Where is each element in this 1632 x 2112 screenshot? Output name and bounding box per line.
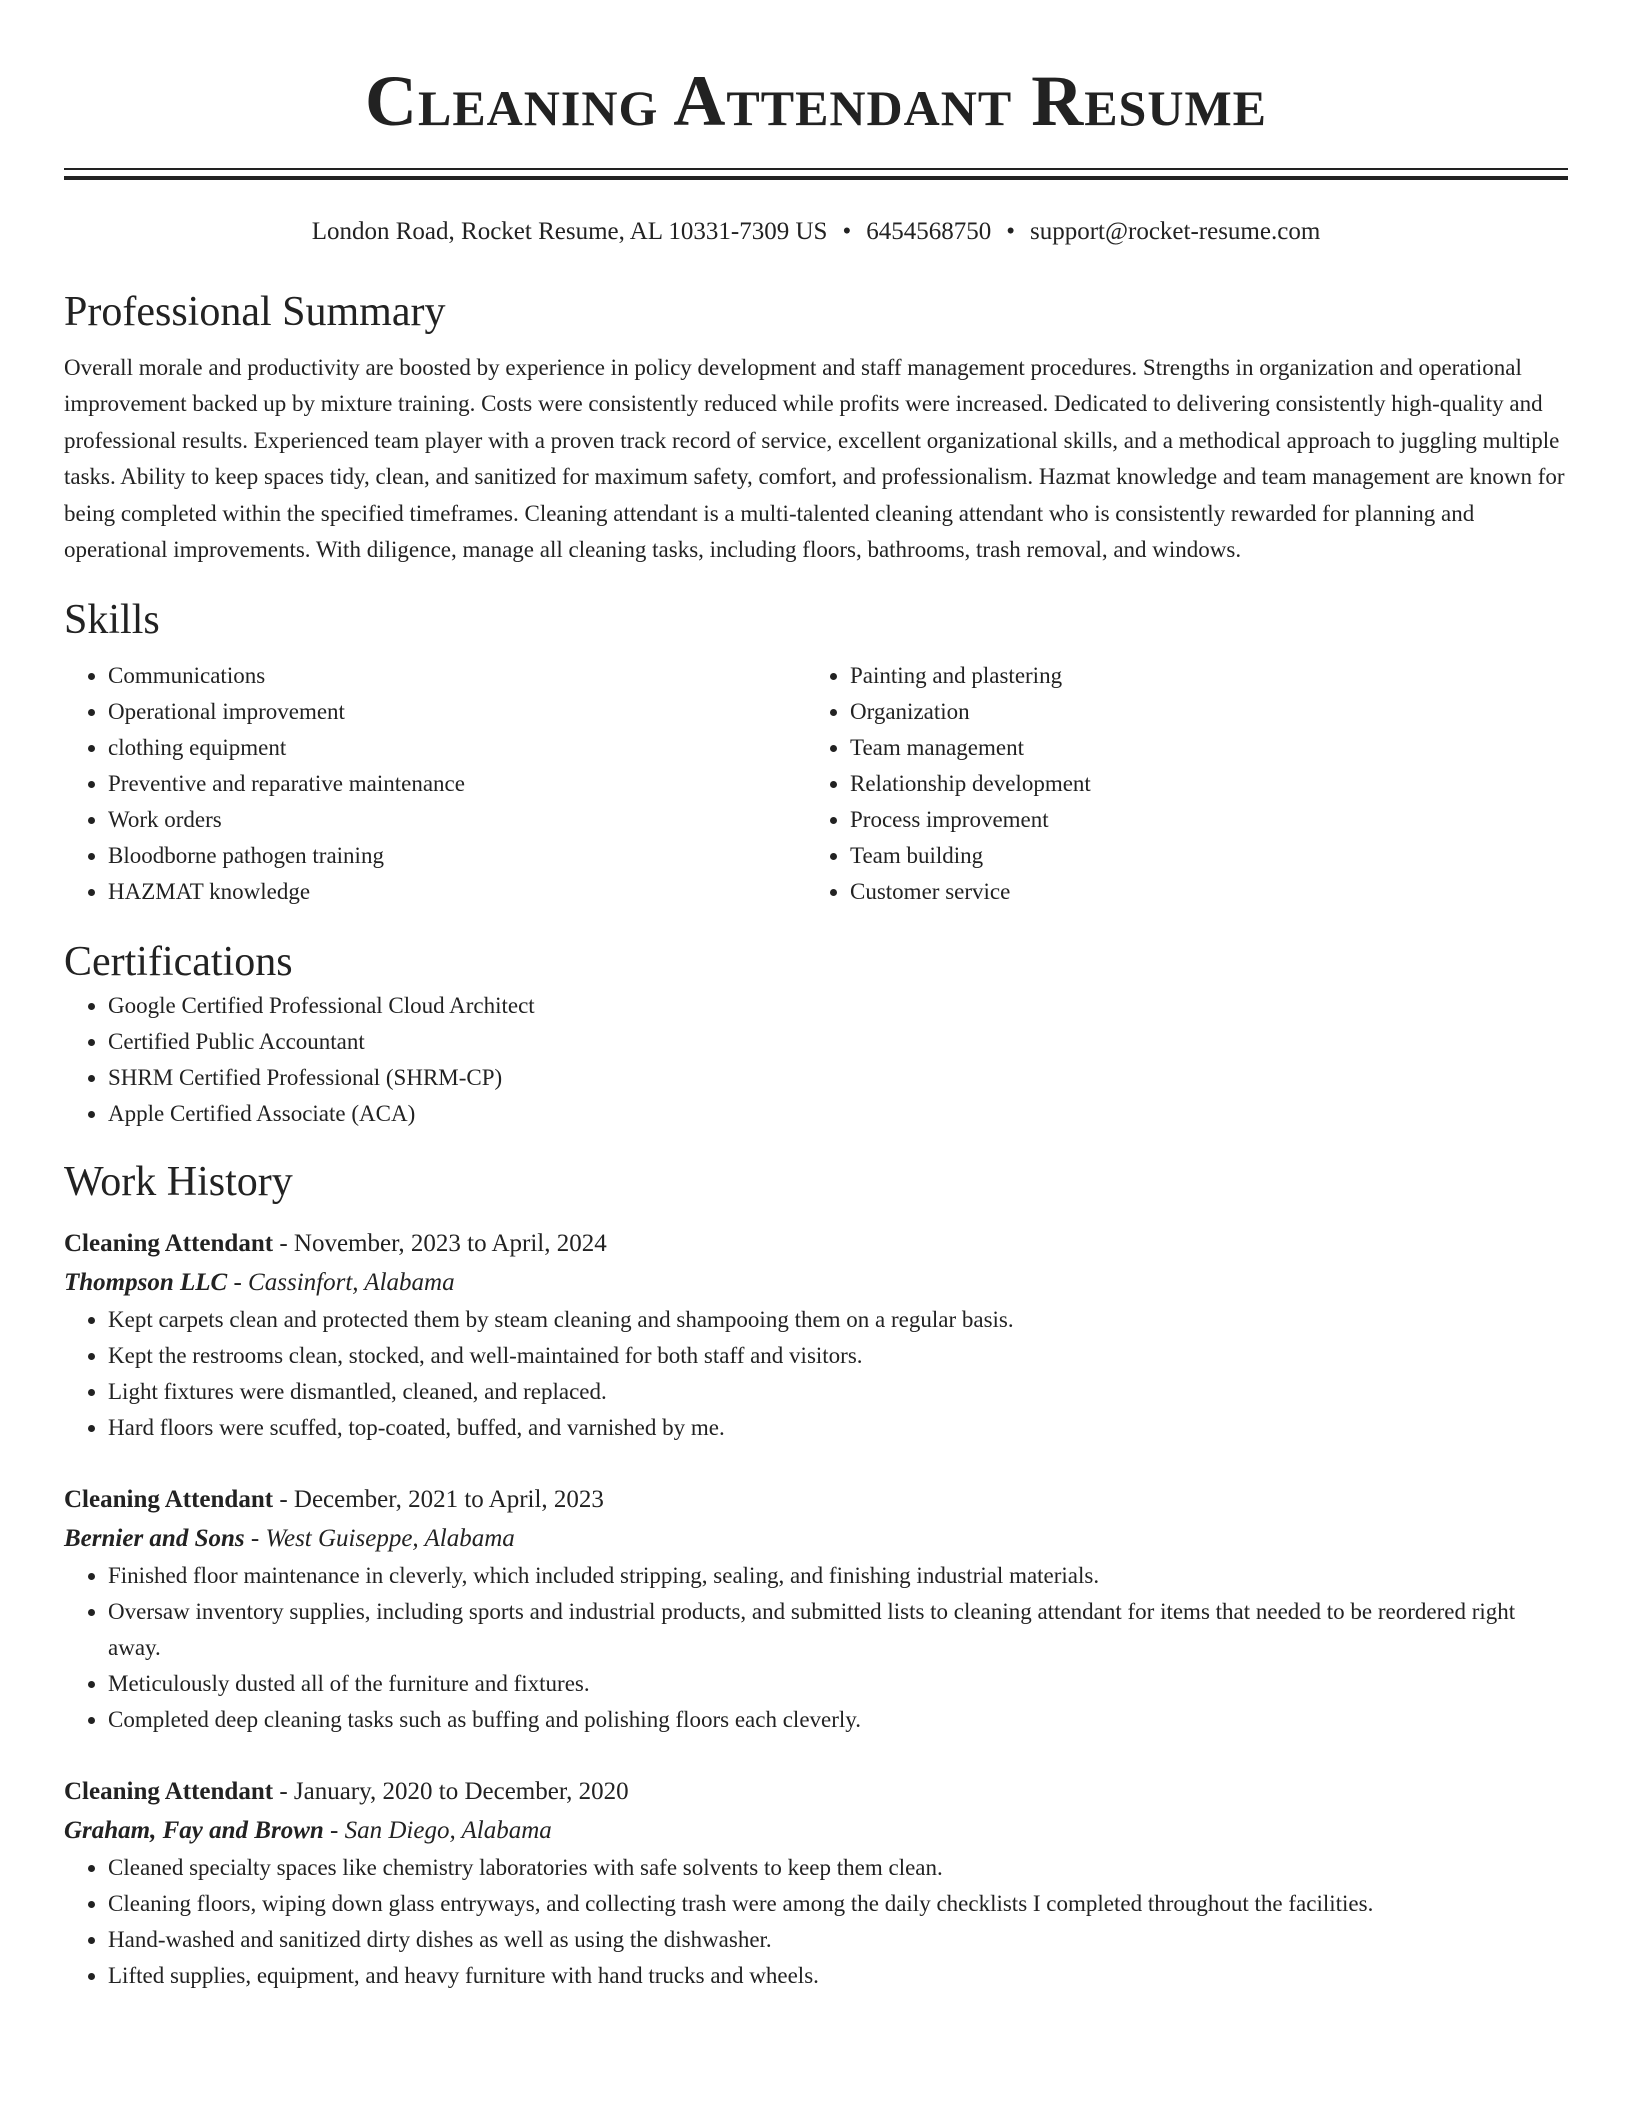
contact-line [64, 216, 1568, 248]
company-name: Bernier and Sons [64, 1525, 245, 1553]
job-duty: • Kept the restrooms clean, stocked, and well-maintained for both staff and visitors. [108, 1338, 1568, 1374]
summary-heading: Professional Summary [64, 289, 446, 335]
job-dates: - November, 2023 to April, 2024 [273, 1230, 607, 1258]
certifications-list [64, 988, 1568, 1132]
job-duties-list [64, 1850, 1568, 1994]
title-divider-thin [64, 168, 1568, 170]
contact-phone: 6454568750 [866, 218, 992, 245]
job-duty: • Finished floor maintenance in cleverly, which included stripping, sealing, and finishing industrial materials. [108, 1558, 1568, 1594]
job-duty: • Oversaw inventory supplies, including sports and industrial products, and submitted lists to cleaning attendant for items that needed to be reordered right away. [108, 1594, 1568, 1666]
skill-item: • clothing equipment [108, 730, 806, 766]
job-dates: - December, 2021 to April, 2023 [273, 1486, 604, 1514]
certification-item: • Apple Certified Associate (ACA) [108, 1096, 1568, 1132]
job-dates: - January, 2020 to December, 2020 [273, 1778, 629, 1806]
skills-grid [64, 658, 1568, 910]
job-title: Cleaning Attendant [64, 1486, 274, 1514]
contact-separator: • [1006, 218, 1015, 245]
company-name: Thompson LLC [64, 1269, 228, 1297]
company-location: - West Guiseppe, Alabama [244, 1525, 515, 1553]
company-name: Graham, Fay and Brown [64, 1817, 324, 1845]
job-duty: • Hand-washed and sanitized dirty dishes as well as using the dishwasher. [108, 1922, 1568, 1958]
company-line [64, 1520, 1568, 1558]
job-header [64, 1772, 1568, 1812]
skill-item: • Preventive and reparative maintenance [108, 766, 806, 802]
job-title: Cleaning Attendant [64, 1230, 274, 1258]
skill-item: • Operational improvement [108, 694, 806, 730]
company-line [64, 1264, 1568, 1302]
certifications-heading: Certifications [64, 939, 293, 986]
company-line [64, 1812, 1568, 1850]
job-duty: • Cleaning floors, wiping down glass entryways, and collecting trash were among the daily checklists I completed throughout the facilities. [108, 1886, 1568, 1922]
skills-list-right [806, 658, 1548, 910]
contact-email: support@rocket-resume.com [1029, 218, 1321, 245]
job-header [64, 1224, 1568, 1264]
contact-separator: • [842, 218, 852, 245]
job-duty: • Completed deep cleaning tasks such as buffing and polishing floors each cleverly. [108, 1702, 1568, 1738]
job-duties-list [64, 1558, 1568, 1738]
resume-title: Cleaning Attendant Resume [364, 61, 1268, 141]
job-duty: • Light fixtures were dismantled, cleaned, and replaced. [108, 1374, 1568, 1410]
job-duty: • Lifted supplies, equipment, and heavy furniture with hand trucks and wheels. [108, 1958, 1568, 1994]
job-duty: • Meticulously dusted all of the furniture and fixtures. [108, 1666, 1568, 1702]
skill-item: • Organization [850, 694, 1548, 730]
title-divider-thick [64, 176, 1568, 180]
skill-item: • Team management [850, 730, 1548, 766]
skill-item: • Process improvement [850, 802, 1548, 838]
skill-item: • Painting and plastering [850, 658, 1548, 694]
work-history-heading: Work History [64, 1159, 293, 1206]
job-duty: • Cleaned specialty spaces like chemistry laboratories with safe solvents to keep them clean. [108, 1850, 1568, 1886]
skills-heading: Skills [64, 597, 160, 644]
job-duty: • Hard floors were scuffed, top-coated, buffed, and varnished by me. [108, 1410, 1568, 1446]
certification-item: • SHRM Certified Professional (SHRM-CP) [108, 1060, 1568, 1096]
summary-text: Overall morale and productivity are boosted by experience in policy development and staff management procedures. Strengths in organization and operational improvement backed up by mixture training. Costs were consistently reduced while profits were increased. Dedicated to delivering consistently high-quality and professional results. Experienced team player with a proven track record of service, excellent organizational skills, and a methodical approach to juggling multiple tasks. Ability to keep spaces tidy, clean, and sanitized for maximum safety, comfort, and professionalism. Hazmat knowledge and team management are known for being completed within the specified timeframes. Cleaning attendant is a multi-talented cleaning attendant who is consistently rewarded for planning and operational improvements. With diligence, manage all cleaning tasks, including floors, bathrooms, trash removal, and windows. [64, 355, 1565, 563]
skill-item: • Relationship development [850, 766, 1548, 802]
contact-address: London Road, Rocket Resume, AL 10331-7309 US [311, 218, 828, 245]
job-title: Cleaning Attendant [64, 1778, 274, 1806]
company-location: - Cassinfort, Alabama [227, 1269, 455, 1297]
skill-item: • HAZMAT knowledge [108, 874, 806, 910]
skill-item: • Team building [850, 838, 1548, 874]
company-location: - San Diego, Alabama [323, 1817, 552, 1845]
skills-column-left [64, 658, 806, 910]
skill-item: • Customer service [850, 874, 1548, 910]
skill-item: • Bloodborne pathogen training [108, 838, 806, 874]
skills-list-left [64, 658, 806, 910]
job-entry [64, 1772, 1568, 1994]
certification-item: • Certified Public Accountant [108, 1024, 1568, 1060]
skills-column-right [806, 658, 1548, 910]
job-duty: • Kept carpets clean and protected them by steam cleaning and shampooing them on a regular basis. [108, 1302, 1568, 1338]
certification-item: • Google Certified Professional Cloud Architect [108, 988, 1568, 1024]
skill-item: • Communications [108, 658, 806, 694]
job-duties-list [64, 1302, 1568, 1446]
job-entry [64, 1480, 1568, 1738]
job-header [64, 1480, 1568, 1520]
job-entry [64, 1224, 1568, 1446]
skill-item: • Work orders [108, 802, 806, 838]
